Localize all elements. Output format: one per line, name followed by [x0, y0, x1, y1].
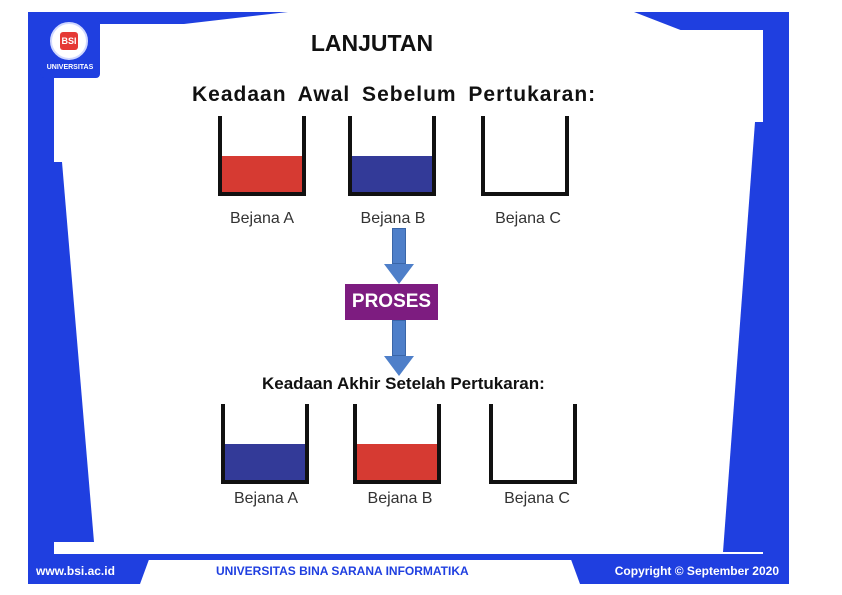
liquid-blue [352, 156, 432, 192]
process-box: PROSES [345, 284, 438, 320]
liquid-blue [225, 444, 305, 480]
vessel-label: Bejana A [233, 490, 299, 507]
logo-text: UNIVERSITAS [46, 64, 94, 71]
vessel-label: Bejana B [367, 490, 433, 507]
vessel-final-b [353, 404, 441, 484]
vessel-initial-c [481, 116, 569, 196]
arrow-down-icon [384, 320, 414, 376]
slide [28, 12, 789, 584]
vessel-initial-b [348, 116, 436, 196]
logo-mark: BSI [60, 32, 78, 50]
slide-title [28, 30, 756, 57]
initial-state-heading: Keadaan Awal Sebelum Pertukaran: [192, 83, 597, 106]
footer-copyright: Copyright © September 2020 [614, 564, 779, 578]
vessel-label: Bejana C [495, 210, 561, 227]
vessel-final-c [489, 404, 577, 484]
vessel-label: Bejana A [229, 210, 295, 227]
frame-wedge-left [54, 162, 94, 542]
slide-title-text: LANJUTAN [310, 30, 434, 56]
arrow-down-icon [384, 228, 414, 284]
frame-right [763, 12, 789, 584]
vessel-label: Bejana C [504, 490, 570, 507]
vessel-final-a [221, 404, 309, 484]
vessel-label: Bejana B [360, 210, 426, 227]
frame-left [28, 12, 54, 584]
final-state-heading: Keadaan Akhir Setelah Pertukaran: [262, 374, 545, 393]
footer-institution: UNIVERSITAS BINA SARANA INFORMATIKA [216, 564, 469, 578]
frame-top-right [634, 12, 789, 30]
vessel-initial-a [218, 116, 306, 196]
footer-website-link[interactable]: www.bsi.ac.id [36, 564, 115, 578]
frame-wedge-right [723, 122, 763, 552]
footer-bar [28, 554, 789, 584]
liquid-red [222, 156, 302, 192]
liquid-red [357, 444, 437, 480]
